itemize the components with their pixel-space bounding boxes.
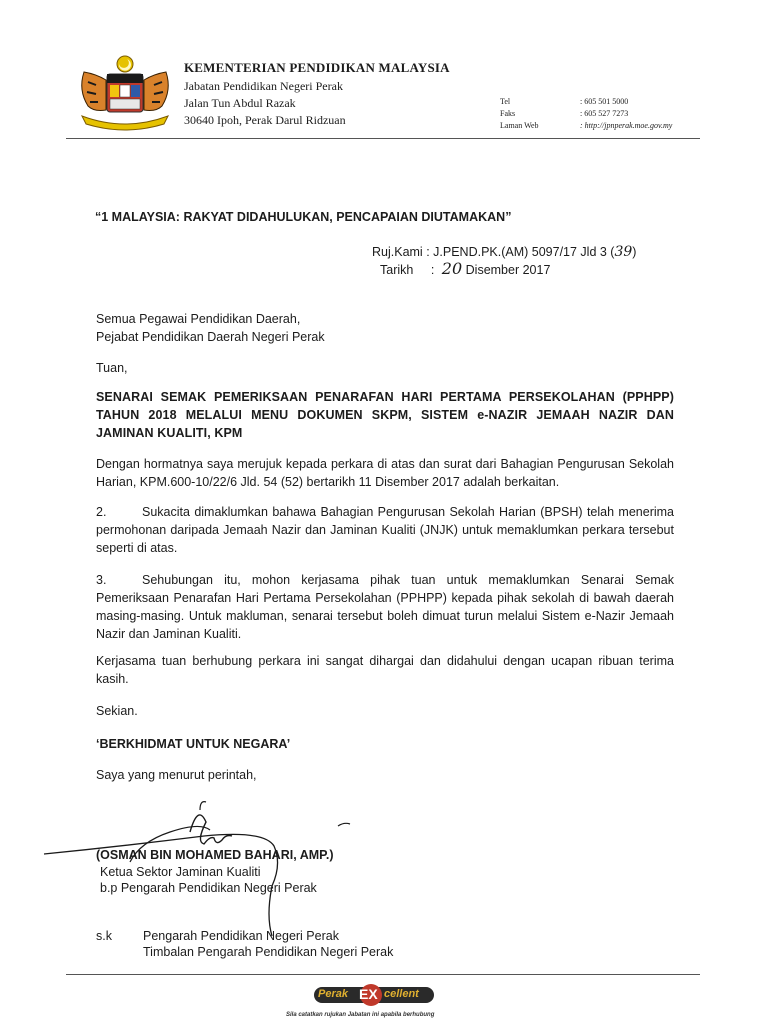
- closing-motto: ‘BERKHIDMAT UNTUK NEGARA’: [96, 737, 291, 751]
- footer-divider: [66, 974, 700, 975]
- paragraph-2: 2. Sukacita dimaklumkan bahawa Bahagian Pengurusan Sekolah Harian (BPSH) telah menerima permohonan daripada Jemaah Nazir dan Jaminan Kualiti (JNJK) untuk memaklumkan perkara tersebut seperti di atas.: [96, 505, 674, 555]
- letterhead-line: Jabatan Pendidikan Negeri Perak: [184, 79, 343, 93]
- paragraph-1: Dengan hormatnya saya merujuk kepada perkara di atas dan surat dari Bahagian Pengurusan Sekolah Harian, KPM.600-10/22/6 Jld. 54 (52) bertarikh 11 Disember 2017 adalah berkaitan.: [96, 457, 674, 489]
- cc-label: s.k: [96, 929, 112, 943]
- contact-web: Laman Web : http://jpnperak.moe.gov.my: [500, 121, 673, 130]
- contact-tel: Tel : 605 501 5000: [500, 97, 629, 106]
- malaysia-coat-of-arms-icon: [74, 52, 176, 132]
- cc-recipient: Pengarah Pendidikan Negeri Perak: [143, 929, 339, 943]
- footer-note: Sila catatkan rujukan Jabatan ini apabila berhubung: [286, 1012, 435, 1018]
- signatory-name: (OSMAN BIN MOHAMED BAHARI, AMP.): [96, 848, 334, 862]
- salutation: Tuan,: [96, 361, 128, 375]
- paragraph-3: 3. Sehubungan itu, mohon kerjasama pihak tuan untuk memaklumkan Senarai Semak Pemeriksaan Penarafan Hari Pertama Persekolahan (PPHPP) kepada pihak sekolah di bawah daerah masing-masing. Untuk makluman, senarai tersebut boleh dimuat turun melalui Sistem e-Nazir Jemaah Nazir dan Jaminan Kualiti.: [96, 573, 674, 641]
- cc-recipient: Timbalan Pengarah Pendidikan Negeri Perak: [143, 945, 394, 959]
- letter-subject: SENARAI SEMAK PEMERIKSAAN PENARAFAN HARI PERTAMA PERSEKOLAHAN (PPHPP) TAHUN 2018 MELALUI MENU DOKUMEN SKPM, SISTEM e-NAZIR JEMAAH NAZIR DAN JAMINAN KUALITI, KPM: [96, 390, 674, 440]
- perak-excellent-logo: Perak EX cellent: [312, 982, 436, 1008]
- slogan: “1 MALAYSIA: RAKYAT DIDAHULUKAN, PENCAPAIAN DIUTAMAKAN”: [95, 210, 512, 224]
- reference-date: Tarikh : 20 Disember 2017: [380, 259, 551, 278]
- header-divider: [66, 138, 700, 139]
- recipient-block: Semua Pegawai Pendidikan Daerah, Pejabat Pendidikan Daerah Negeri Perak: [96, 312, 325, 344]
- contact-fax: Faks : 605 527 7273: [500, 109, 629, 118]
- ministry-name: KEMENTERIAN PENDIDIKAN MALAYSIA: [184, 60, 450, 75]
- signatory-behalf: b.p Pengarah Pendidikan Negeri Perak: [100, 881, 317, 895]
- paragraph-4: Kerjasama tuan berhubung perkara ini sangat dihargai dan didahului dengan ucapan ribuan terima kasih.: [96, 654, 674, 686]
- closing-sekian: Sekian.: [96, 704, 138, 718]
- signatory-title: Ketua Sektor Jaminan Kualiti: [100, 865, 261, 879]
- letterhead-line: 30640 Ipoh, Perak Darul Ridzuan: [184, 113, 346, 127]
- letterhead-line: Jalan Tun Abdul Razak: [184, 96, 296, 110]
- reference-number: Ruj.Kami : J.PEND.PK.(AM) 5097/17 Jld 3 (39): [372, 244, 637, 260]
- closing-perintah: Saya yang menurut perintah,: [96, 768, 257, 782]
